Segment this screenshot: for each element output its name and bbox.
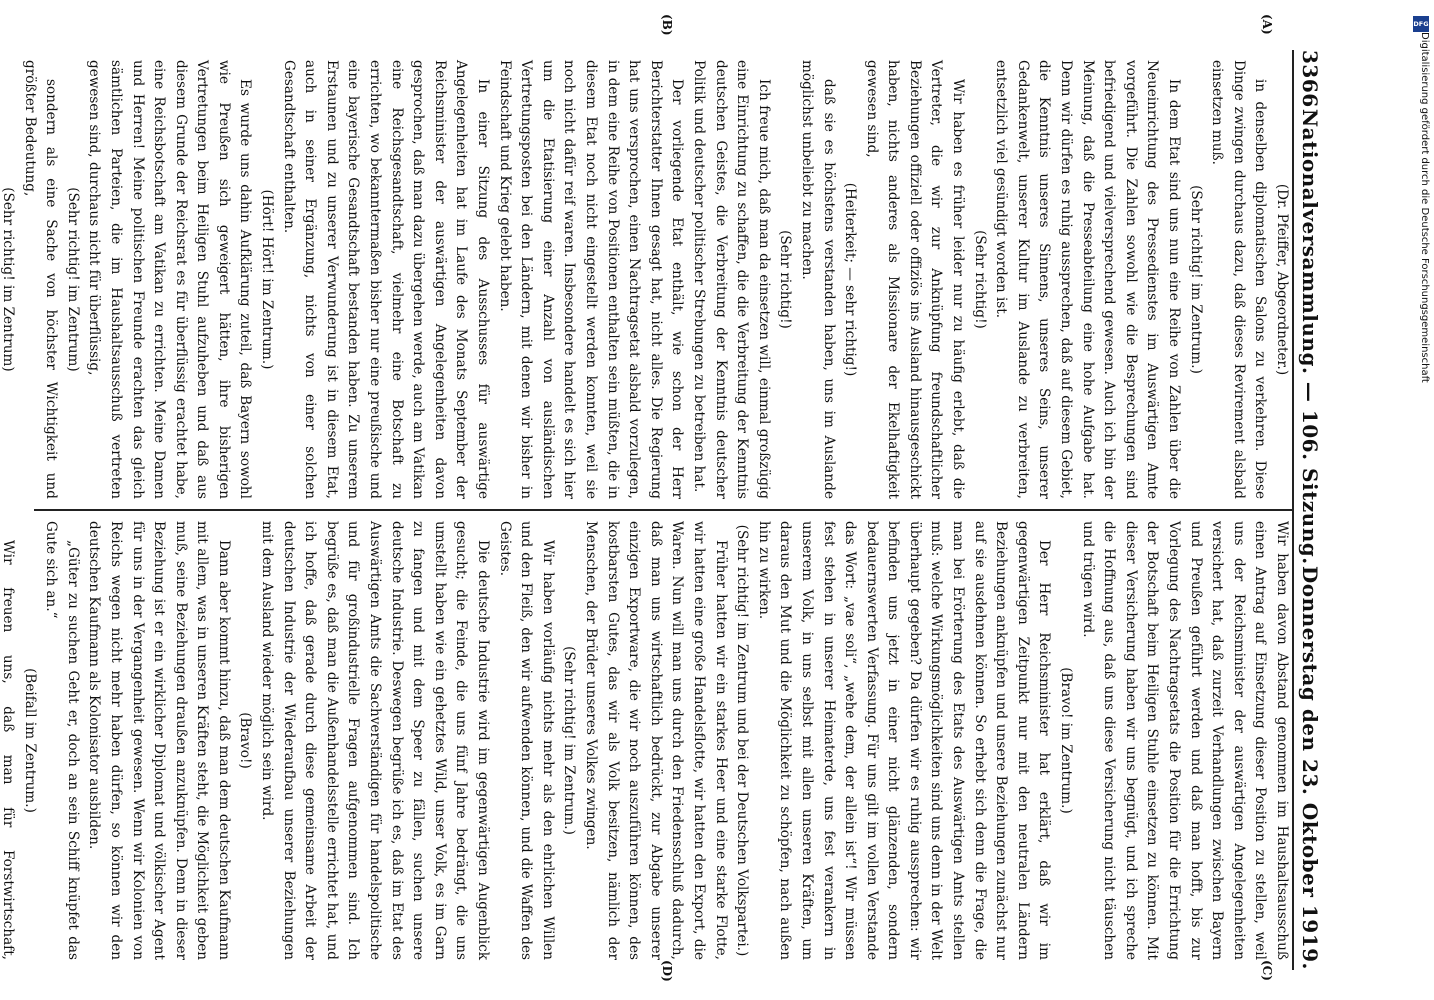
page-number: 3366: [1298, 50, 1322, 108]
paragraph: „Güter zu suchen Geht er, doch an sein Schiff knüpfet das Gute sich an.“: [43, 521, 81, 960]
session-number: — 106. Sitzung.: [1298, 381, 1322, 565]
paragraph: in denselben diplomatischen Salons zu verkehren. Diese Dinge zwingen durchaus dazu, daß dieses Revirement alsbald einsetzen muß.: [1209, 60, 1269, 499]
paragraph: In dem Etat sind uns nun eine Reihe von Zahlen über die Neueinrichtung des Pressedienstes im Auswärtigen Amte vorgeführt. Die Zahlen sowohl wie die Besprechungen sind befriedigend und vielversprechend gewesen. Auch ich bin der Meinung, daß die Presseabteilung eine hohe Aufgabe hat. Denn wir dürfen es ruhig aussprechen, daß auf diesem Gebiet, die Kenntnis unseres Sinnens, unseres Seins, unserer Gedankenwelt, unserer Kultur im Auslande zu verbreiten, entsetzlich viel gesündigt worden ist.: [993, 60, 1183, 499]
paragraph: (Sehr richtig!): [777, 230, 794, 329]
right-column: [0, 511, 1292, 970]
assembly-name: Nationalversammlung.: [1298, 108, 1322, 375]
paragraph: (Hört! Hört! im Zentrum.): [259, 189, 276, 370]
digitization-notice: Digitalisierung gefördert durch die Deutsche Forschungsgemeinschaft: [1419, 32, 1430, 383]
dfg-logo: DFG: [1413, 16, 1429, 32]
paragraph: In einer Sitzung des Ausschusses für auswärtige Angelegenheiten hat im Laufe des Monats September der Reichsminister der auswärtigen Angelegenheiten davon gesprochen, daß man dazu übergehen werde, auch am Vatikan eine Reichsgesandtschaft, vielmehr eine Botschaft zu errichten, wo bekanntermaßen bisher nur eine preußische und eine bayerische Gesandtschaft bestanden haben. Zu unserem Erstaunen und zu unserer Verwunderung ist in diesem Etat, auch in seiner Ergänzung, nichts von einer solchen Gesandtschaft enthalten.: [280, 60, 492, 499]
digitization-stamp: [1412, 12, 1430, 992]
page-header: [1292, 50, 1334, 970]
paragraph: (Sehr richtig! im Zentrum): [64, 187, 81, 372]
paragraph: Es wurde uns dahin Aufklärung zuteil, daß Bayern sowohl wie Preußen sich geweigert hätten, ihre bisherigen Vertretungen beim Heiligen Stuhl aufzuheben und daß aus diesem Grunde der Reichsrat es für überflüssig erachtet habe, eine Reichsbotschaft am Vatikan zu errichten. Meine Damen und Herren! Meine politischen Freunde erachten das gleich sämtlichen Parteien, die im Haushaltsausschuß vertreten gewesen sind, durchaus nicht für überflüssig,: [86, 60, 254, 499]
header-title: [1298, 108, 1322, 566]
paragraph: (Bravo!): [237, 712, 254, 769]
paragraph: Wir haben davon Abstand genommen im Haushaltsausschuß einen Antrag auf Einsetzung dieser Position zu stellen, weil uns der Reichsminister der auswärtigen Angelegenheiten versichert hat, daß zurzeit Verhandlungen zwischen Bayern und Preußen geführt werden und daß man hofft, bis zur Vorlegung des Nachtragsetats die Position für die Errichtung der Botschaft beim Heiligen Stuhle einsetzen zu können. Mit dieser Versicherung haben wir uns begnügt, und ich spreche die Hoffnung aus, daß uns diese Versicherung nicht täuschen und trügen wird.: [1079, 521, 1290, 960]
paragraph: (Sehr richtig! im Zentrum.): [1187, 185, 1204, 374]
paragraph: daß sie es höchstens verstanden haben, uns im Auslande möglichst unbeliebt zu machen.: [798, 60, 837, 499]
margin-marker-b: (B): [660, 14, 674, 36]
paragraph: (Heiterkeit; — sehr richtig!): [842, 182, 859, 377]
text-columns: [0, 50, 1292, 970]
paragraph: Die deutsche Industrie wird im gegenwärtigen Augenblick gesucht; die Feinde, die uns fünf Jahre bedrängt, die uns umstellt haben wie ein gehetztes Wild, unser Volk, es im Garn zu fangen und mit dem Speer zu fällen, suchen unsere deutsche Industrie. Deswegen begrüße ich es, daß im Etat des Auswärtigen Amts die Sachverständigen für handelspolitische und für großindustrielle Fragen aufgenommen sind. Ich begrüße es, daß man die Außenhandelsstelle errichtet hat, und ich hoffe, daß gerade durch diese gemeinsame Arbeit der deutschen Industrie der Wiederaufbau unserer Beziehungen mit dem Ausland wieder möglich sein wird.: [259, 521, 492, 960]
margin-marker-a: (A): [1260, 14, 1274, 35]
paragraph: (Sehr richtig!): [971, 230, 988, 329]
paragraph: (Beifall im Zentrum.): [21, 668, 38, 813]
left-column: [0, 50, 1292, 509]
paragraph: Früher hatten wir ein starkes Heer und eine starke Flotte, wir hatten eine große Handelsflotte, wir hatten den Export, die Waren. Nun will man uns durch den Friedensschluß dadurch, daß man uns wirtschaftlich bedrückt, zur Abgabe unserer einzigen Exportware, die wir noch auszuführen können, des kostbarsten Gutes, das wir als Volk besitzen, nämlich der Menschen, der Brüder unseres Volkes zwingen.: [583, 521, 729, 960]
paragraph: Der vorliegende Etat enthält, wie schon der Herr Berichterstatter Ihnen gesagt hat, nicht alles. Die Regierung hat uns versprochen, einen Nachtragsetat alsbald vorzulegen, in dem eine Reihe von Positionen enthalten sein müßten, die in diesem Etat noch nicht eingestellt werden konnten, weil sie noch nicht dafür reif waren. Insbesondere handelt es sich hier um die Etatisierung einer Anzahl von ausländischen Vertretungsposten bei den Ländern, mit denen wir bisher in Feindschaft und Krieg gelebt haben.: [496, 60, 686, 499]
margin-marker-d: (D): [660, 960, 674, 982]
paragraph: (Sehr richtig! im Zentrum und bei der Deutschen Volkspartei.): [734, 524, 751, 957]
paragraph: Der Herr Reichsminister hat erklärt, daß wir im gegenwärtigen Zeitpunkt nur mit den neutralen Ländern Beziehungen anknüpfen und unsere Beziehungen zunächst nur auf sie ausdehnen können. So erhebt sich denn die Frage, die man bei Erörterung des Etats des Auswärtigen Amts stellen muß: welche Wirkungsmöglichkeiten sind uns denn in der Welt überhaupt gegeben? Da dürfen wir es ruhig aussprechen: wir befinden uns jetzt in einer nicht glänzenden, sondern bedauernswerten Verfassung. Für uns gilt im vollen Verstande das Wort: „vae soli“, „wehe dem, der allein ist“! Wir müssen fest stehen in unserer Heimaterde, uns fest verankern in unserem Volk, in uns selbst mit allen unseren Kräften, um daraus den Mut und die Möglichkeit zu schöpfen, nach außen hin zu wirken.: [755, 521, 1053, 960]
session-date: Donnerstag den 23. Oktober 1919.: [1298, 565, 1322, 970]
paragraph: (Sehr richtig! im Zentrum.): [561, 646, 578, 835]
margin-marker-c: (C): [1260, 960, 1274, 981]
paragraph: sondern als eine Sache von höchster Wichtigkeit und größter Bedeutung,: [21, 60, 60, 499]
paragraph: Ich freue mich, daß man da einsetzen will, einmal großzügig eine Einrichtung zu schaffen, die die Verbreitung der Kenntnis deutschen Geistes, die Verbreitung der Kenntnis deutscher Politik und deutscher politischer Strebungen zu betreiben hat.: [690, 60, 772, 499]
paragraph: Wir haben es früher leider nur zu häufig erlebt, daß die Vertreter, die wir zur Anknüpfung freundschaftlicher Beziehungen offiziell oder offiziös ins Ausland hinausgeschickt haben, nichts anderes als Missionare der Ekelhaftigkeit gewesen sind,: [863, 60, 967, 499]
paragraph: (Bravo! im Zentrum.): [1058, 667, 1075, 814]
paragraph: (Sehr richtig! im Zentrum): [0, 187, 16, 372]
paragraph: Wir haben vorläufig nichts mehr als den ehrlichen Willen und den Fleiß, den wir aufwenden können, und die Waffen des Geistes.: [496, 521, 556, 960]
paragraph: Wir freuen uns, daß man für Forstwirtschaft,: [0, 540, 16, 960]
paragraph: (Dr. Pfeiffer, Abgeordneter.): [1274, 183, 1290, 376]
paragraph: Dann aber kommt hinzu, daß man dem deutschen Kaufmann mit allem, was in unseren Kräften steht, die Möglichkeit geben muß, seine Beziehungen draußen anzuknüpfen. Denn in dieser Beziehung ist er ein wirklicher Diplomat und völkischer Agent für uns in der Vergangenheit gewesen. Wenn wir Kolonien von Reichs wegen nicht mehr haben dürfen, so können wir den deutschen Kaufmann als Kolonisator ausbilden.: [86, 521, 232, 960]
